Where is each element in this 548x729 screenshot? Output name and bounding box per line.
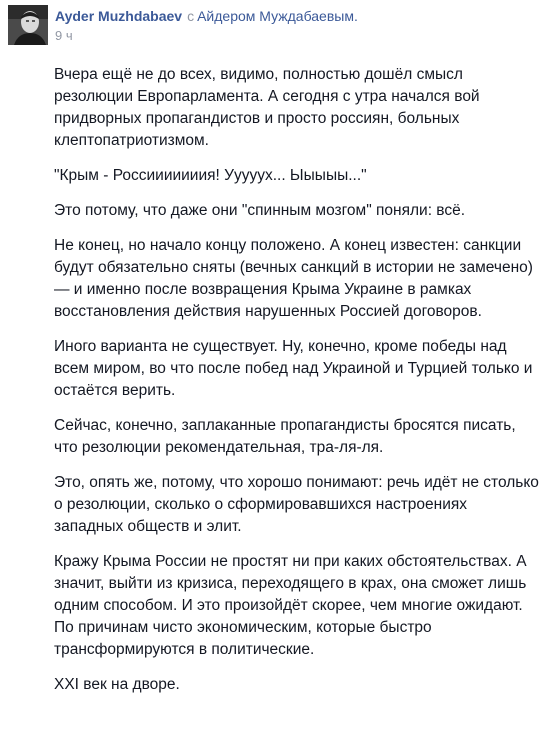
post-timestamp[interactable]: 9 ч [55,28,73,43]
author-name-link[interactable]: Ayder Muzhdabaev [55,8,183,24]
post-paragraph: XXI век на дворе. [54,676,180,693]
post-header [8,5,538,49]
post-paragraph: Иного варианта не существует. Ну, конечно, кроме победы над всем миром, во что после побед над Украиной и Турцией только и остаётся верить. [54,338,533,399]
avatar[interactable] [8,5,48,45]
post-paragraph: Кражу Крыма России не простят ни при каких обстоятельствах. А значит, выйти из кризиса, переходящего в крах, она сможет лишь одним способом. И это произойдёт скорее, чем многие ожидают. По причинам чисто экономическим, которые быстро трансформируются в политические. [54,553,527,658]
profile-photo-icon [8,5,48,45]
post-paragraph: Вчера ещё не до всех, видимо, полностью дошёл смысл резолюции Европарламента. А сегодня с утра начался вой придворных пропагандистов и просто россиян, больных клептопатриотизмом. [54,66,480,149]
with-label: с [187,8,195,24]
author-line [55,8,358,25]
post-paragraph: Это потому, что даже они "спинным мозгом" поняли: всё. [54,202,466,219]
post-text [54,64,540,709]
tagged-person-link[interactable]: Айдером Муждабаевым. [197,8,358,24]
post-paragraph: Это, опять же, потому, что хорошо понимают: речь идёт не столько о резолюции, сколько о сформировавшихся настроениях западных обществ и элит. [54,474,539,535]
post-paragraph: Не конец, но начало концу положено. А конец известен: санкции будут обязательно сняты (вечных санкций в истории не замечено) — и именно после возвращения Крыма Украине в рамках восстановления действия нарушенных Россией договоров. [54,237,533,320]
post-paragraph: "Крым - Россииииииия! Ууууух... Ыыыыы..." [54,167,367,184]
post-paragraph: Сейчас, конечно, заплаканные пропагандисты бросятся писать, что резолюции рекомендательная, тра-ля-ля. [54,417,516,456]
